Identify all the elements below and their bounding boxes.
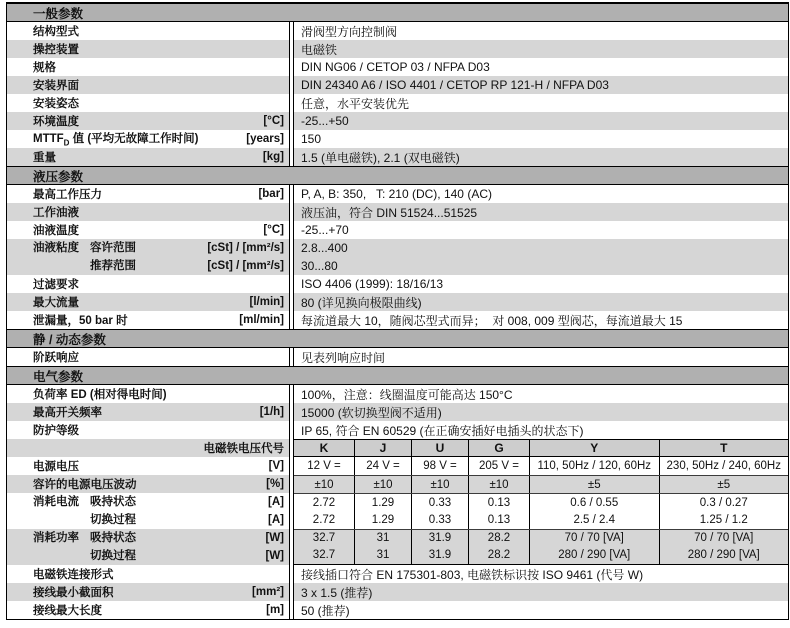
row-min-wire-section (7, 583, 788, 601)
value-cell: 98 V = (411, 457, 468, 475)
row-hydraulic-fluid (7, 203, 788, 221)
row-supply-voltage (7, 457, 788, 475)
row-viscosity (7, 239, 788, 275)
row-label: 最大流量 (33, 297, 79, 309)
power-consumption-values (294, 529, 788, 565)
value-cell: 32.7 32.7 (312, 532, 336, 561)
value-cell: ±10 (314, 478, 334, 491)
row-label: 电磁铁电压代号 (203, 443, 284, 455)
supply-voltage-values (294, 457, 788, 475)
row-unit: [years] (246, 133, 284, 145)
row-unit: [cSt] / [mm²/s] (207, 242, 284, 254)
value-cell: ±5 (529, 476, 659, 493)
row-value-line1: 2.8...400 (301, 241, 348, 255)
value-cell: 110, 50Hz / 120, 60Hz (529, 457, 659, 475)
voltage-code-cell: J (354, 440, 411, 456)
voltage-code-cell: T (659, 440, 789, 456)
value-cell: 24 V = (354, 457, 411, 475)
section-title: 电气参数 (33, 369, 84, 384)
value-cell: 0.3 / 0.27 1.25 / 1.2 (659, 494, 789, 529)
value-cell: 70 / 70 [VA] 280 / 290 [VA] (529, 530, 659, 564)
row-actuation (7, 40, 788, 58)
row-design-type (7, 22, 788, 40)
row-ambient-temperature (7, 112, 788, 130)
section-title: 一般参数 (33, 6, 84, 21)
section-header-static-dynamic (7, 329, 788, 348)
row-value: 3 x 1.5 (推荐) (301, 585, 373, 600)
value-cell: 1.29 1.29 (354, 494, 411, 529)
value-cell: 0.6 / 0.55 2.5 / 2.4 (529, 494, 659, 529)
row-label: 操控装置 (33, 44, 79, 56)
row-voltage-codes (7, 439, 788, 457)
value-cell: ±5 (659, 476, 789, 493)
row-value: -25...+50 (301, 114, 349, 128)
row-value: 任意，水平安装优先 (301, 96, 410, 111)
row-unit: [bar] (258, 188, 284, 200)
row-label: 接线最小截面积 (33, 587, 114, 599)
row-duty-cycle (7, 385, 788, 403)
row-unit: [l/min] (249, 296, 284, 308)
section-header-general (7, 3, 788, 22)
row-label: 过滤要求 (33, 279, 79, 291)
voltage-code-header (294, 439, 788, 457)
row-label: 接线最大长度 (33, 605, 102, 617)
row-value: P, A, B: 350, T: 210 (DC), 140 (AC) (301, 187, 492, 201)
row-unit: [cSt] / [mm²/s] (207, 260, 284, 272)
row-label: 规格 (33, 62, 56, 74)
value-cell: 2.72 2.72 (312, 496, 336, 526)
row-label: 消耗电流 (33, 496, 79, 508)
value-cell: 28.2 28.2 (468, 530, 529, 564)
value-cell: 230, 50Hz / 240, 60Hz (659, 457, 789, 475)
row-value: 50 (推荐) (301, 603, 350, 618)
row-label: 泄漏量，50 bar 时 (33, 315, 128, 327)
row-unit: [°C] (263, 115, 284, 127)
value-cell: 0.13 0.13 (468, 494, 529, 529)
row-label: 环境温度 (33, 116, 79, 128)
value-cell: ±10 (468, 476, 529, 493)
row-label: 油液粘度 (33, 242, 79, 254)
row-label: 最高开关频率 (33, 407, 102, 419)
value-cell: ±10 (354, 476, 411, 493)
row-protection-class (7, 421, 788, 439)
row-filtration (7, 275, 788, 293)
row-unit: [kg] (262, 151, 284, 163)
row-fluid-temperature (7, 221, 788, 239)
row-sublabel-holding: 吸持状态 (90, 532, 136, 544)
row-label: 油液温度 (33, 225, 79, 237)
row-unit: [%] (266, 478, 284, 490)
row-voltage-tolerance (7, 475, 788, 493)
row-leakage (7, 311, 788, 329)
row-sublabel-switching: 切换过程 (90, 514, 136, 526)
row-max-wire-length (7, 601, 788, 619)
row-unit: [W] (265, 550, 284, 562)
row-weight (7, 148, 788, 166)
row-label: 工作油液 (33, 207, 79, 219)
row-value: -25...+70 (301, 223, 349, 237)
row-value: 100%，注意：线圈温度可能高达 150°C (301, 387, 513, 402)
row-unit: [1/h] (259, 406, 284, 418)
row-value: DIN NG06 / CETOP 03 / NFPA D03 (301, 60, 490, 74)
row-mttfd (7, 130, 788, 148)
row-size (7, 58, 788, 76)
row-value: ISO 4406 (1999): 18/16/13 (301, 277, 444, 291)
row-value: 液压油，符合 DIN 51524...51525 (301, 205, 478, 220)
row-mounting-interface (7, 76, 788, 94)
voltage-tolerance-values (294, 475, 788, 493)
subscript-d: D (63, 138, 70, 148)
current-consumption-values (294, 493, 788, 529)
row-sublabel-switching: 切换过程 (90, 550, 136, 562)
row-value: 见表列响应时间 (301, 350, 386, 365)
row-switching-frequency (7, 403, 788, 421)
row-solenoid-connection (7, 565, 788, 583)
row-label: 消耗功率 (33, 532, 79, 544)
row-label: 结构型式 (33, 26, 79, 38)
row-unit: [V] (268, 460, 284, 472)
row-current-consumption (7, 493, 788, 529)
voltage-code-cell: U (411, 440, 468, 456)
row-label: 重量 (33, 152, 56, 164)
row-value-line2: 30...80 (301, 259, 338, 273)
row-unit: [W] (265, 532, 284, 544)
row-label: $MTTF_D$ 值 (平均无故障工作时间) (33, 133, 199, 148)
row-label: 安装姿态 (33, 98, 79, 110)
row-value: DIN 24340 A6 / ISO 4401 / CETOP RP 121-H / NFPA D03 (301, 78, 609, 92)
row-label: 最高工作压力 (33, 189, 102, 201)
value-cell: 12 V = (307, 460, 341, 472)
value-cell: 205 V = (468, 457, 529, 475)
row-value: 滑阀型方向控制阀 (301, 24, 398, 39)
row-max-pressure (7, 185, 788, 203)
row-value: 接线插口符合 EN 175301-803, 电磁铁标识按 ISO 9461 (代号 W) (301, 567, 644, 582)
row-value: 每流道最大 10，随阀芯型式而异； 对 008, 009 型阀芯，每流道最大 15 (301, 313, 683, 328)
row-label: 安装界面 (33, 80, 79, 92)
row-unit: [°C] (263, 224, 284, 236)
row-step-response (7, 348, 788, 366)
row-label: 容许的电源电压波动 (33, 479, 137, 491)
row-mounting-position (7, 94, 788, 112)
row-unit: [A] (268, 514, 284, 526)
section-title: 静 / 动态参数 (33, 332, 106, 347)
row-value: 1.5 (单电磁铁), 2.1 (双电磁铁) (301, 150, 460, 165)
value-cell: ±10 (411, 476, 468, 493)
row-value: 150 (301, 132, 322, 146)
section-title: 液压参数 (33, 169, 84, 184)
row-unit: [mm²] (252, 586, 284, 598)
row-label: 电磁铁连接形式 (33, 569, 114, 581)
voltage-code-cell: G (468, 440, 529, 456)
row-label: 负荷率 ED (相对得电时间) (33, 389, 167, 401)
row-unit: [ml/min] (239, 314, 284, 326)
voltage-code-cell: K (294, 440, 354, 456)
row-sublabel-holding: 吸持状态 (90, 496, 136, 508)
section-header-hydraulic (7, 166, 788, 185)
row-max-flow (7, 293, 788, 311)
row-sublabel-permitted: 容许范围 (90, 242, 136, 254)
row-value: IP 65, 符合 EN 60529 (在正确安插好电插头的状态下) (301, 423, 584, 438)
row-power-consumption (7, 529, 788, 565)
row-label: 防护等级 (33, 425, 79, 437)
value-cell: 0.33 0.33 (411, 494, 468, 529)
row-unit: [m] (266, 604, 284, 616)
voltage-code-cell: Y (529, 440, 659, 456)
row-label: 电源电压 (33, 461, 79, 473)
row-unit: [A] (268, 496, 284, 508)
row-value: 15000 (软切换型阀不适用) (301, 405, 442, 420)
row-sublabel-recommended: 推荐范围 (90, 260, 136, 272)
row-value: 电磁铁 (301, 42, 338, 57)
row-value: 80 (详见换向极限曲线) (301, 295, 422, 310)
value-cell: 70 / 70 [VA] 280 / 290 [VA] (659, 530, 789, 564)
value-cell: 31 31 (354, 530, 411, 564)
section-header-electrical (7, 366, 788, 385)
value-cell: 31.9 31.9 (411, 530, 468, 564)
spec-table (6, 2, 789, 620)
row-label: 阶跃响应 (33, 352, 79, 364)
